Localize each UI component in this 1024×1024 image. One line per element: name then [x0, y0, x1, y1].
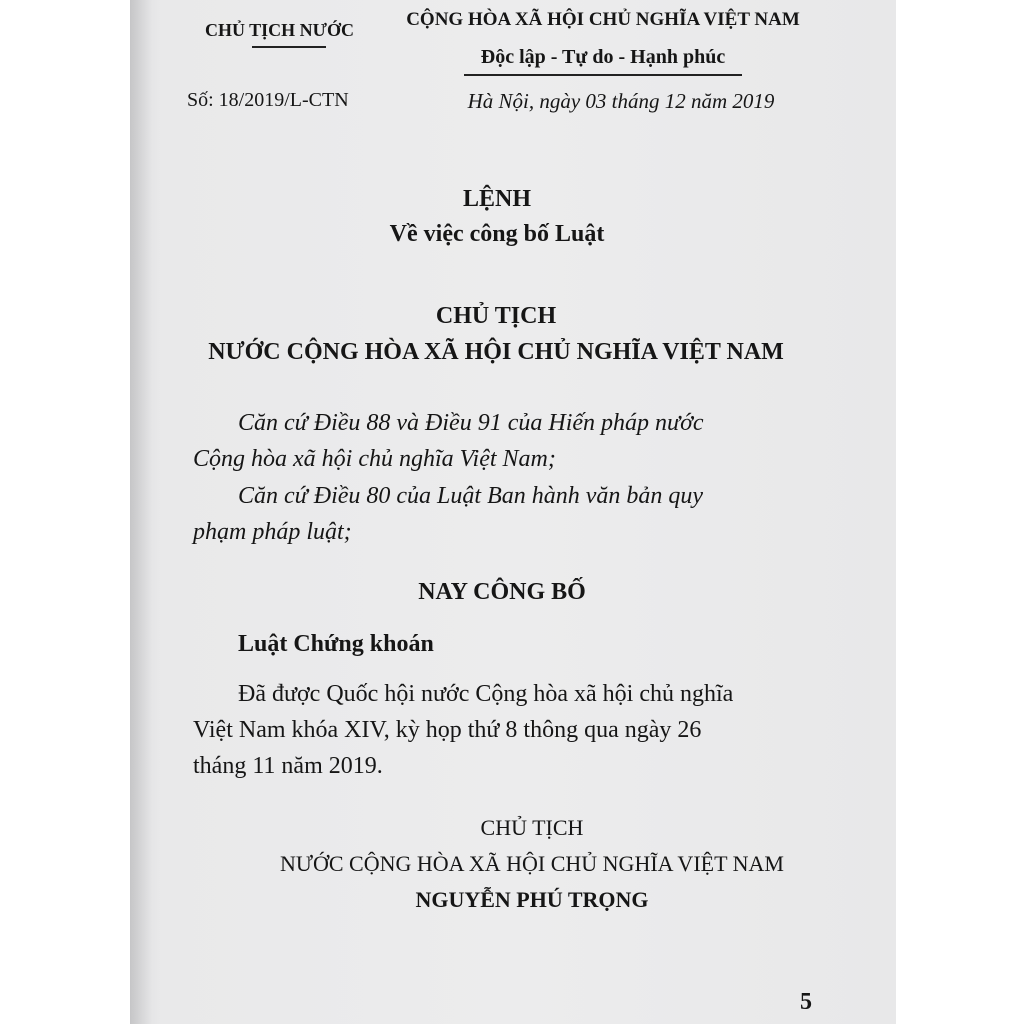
place-date: Hà Nội, ngày 03 tháng 12 năm 2019 — [467, 89, 775, 113]
issuer-underline — [252, 46, 326, 48]
signature-title: CHỦ TỊCH — [480, 815, 584, 840]
nation-motto: Độc lập - Tự do - Hạnh phúc — [480, 46, 726, 68]
signatory-name: NGUYỄN PHÚ TRỌNG — [415, 887, 649, 912]
issuer-label: CHỦ TỊCH NƯỚC — [205, 20, 355, 40]
signature-organization: NƯỚC CỘNG HÒA XÃ HỘI CHỦ NGHĨA VIỆT NAM — [280, 851, 784, 876]
legal-basis-1-line-1: Căn cứ Điều 88 và Điều 91 của Hiến pháp nước — [238, 410, 704, 436]
authority-nation: NƯỚC CỘNG HÒA XÃ HỘI CHỦ NGHĨA VIỆT NAM — [208, 339, 784, 365]
document-subject: Về việc công bố Luật — [389, 221, 605, 247]
document-page — [130, 0, 896, 1024]
proclamation-heading: NAY CÔNG BỐ — [418, 579, 586, 605]
approval-line-1: Đã được Quốc hội nước Cộng hòa xã hội chủ nghĩa — [238, 681, 734, 707]
document-number: Số: 18/2019/L-CTN — [187, 89, 349, 111]
legal-basis-2-line-1: Căn cứ Điều 80 của Luật Ban hành văn bản quy — [238, 483, 704, 509]
legal-basis-2-line-2: phạm pháp luật; — [193, 519, 352, 545]
nation-title: CỘNG HÒA XÃ HỘI CHỦ NGHĨA VIỆT NAM — [406, 9, 800, 30]
motto-underline — [464, 74, 742, 76]
approval-line-3: tháng 11 năm 2019. — [193, 753, 383, 779]
page-number: 5 — [800, 989, 812, 1015]
approval-line-2: Việt Nam khóa XIV, kỳ họp thứ 8 thông qua ngày 26 — [193, 717, 702, 743]
page-edge-shadow — [130, 0, 152, 1024]
law-name: Luật Chứng khoán — [238, 631, 434, 657]
authority-title: CHỦ TỊCH — [435, 303, 557, 329]
legal-basis-1-line-2: Cộng hòa xã hội chủ nghĩa Việt Nam; — [193, 446, 556, 472]
document-type: LỆNH — [462, 186, 532, 212]
